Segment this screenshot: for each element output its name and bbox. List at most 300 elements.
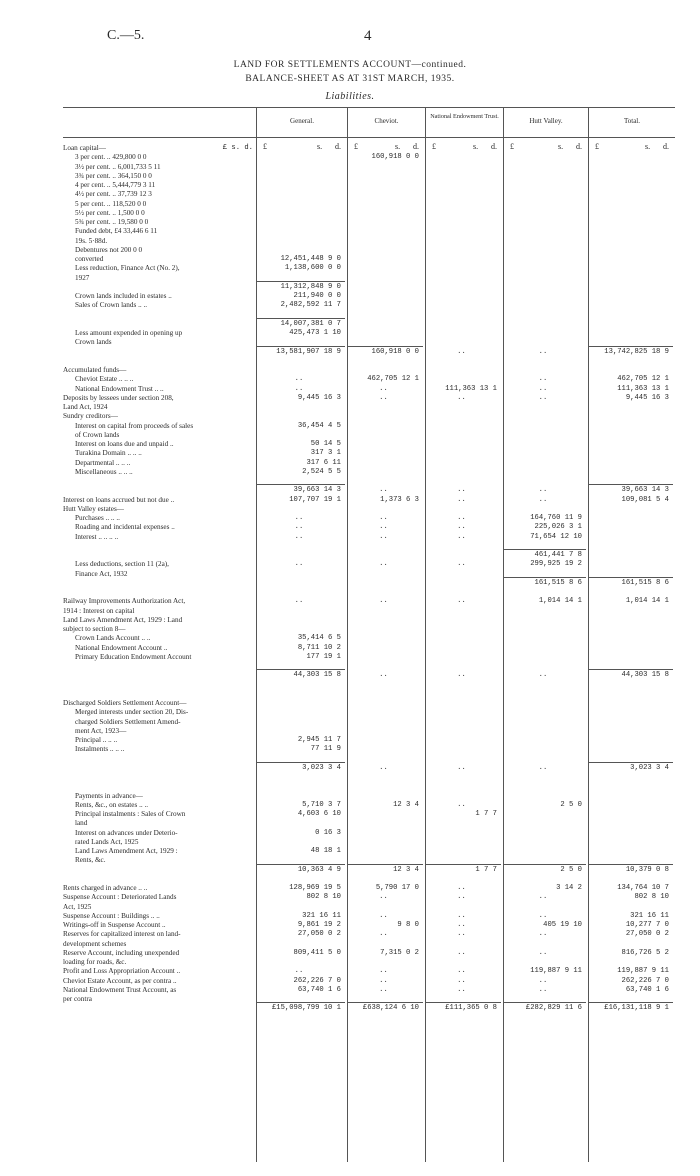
amount-hutt: 2 5 0 [560,865,582,874]
amount-total: 109,081 5 4 [621,495,669,504]
amount-hutt: .. [538,495,548,504]
amount-hutt: .. [538,393,548,402]
subtotal-rule [504,577,586,578]
table-row [63,949,675,958]
amount-general: 211,940 0 0 [293,292,341,300]
table-row [63,782,675,791]
row-label: Payments in advance— [75,791,143,800]
amount-net: .. [457,921,466,929]
currency-unit-label: s. [558,142,564,151]
row-label: 5¾ per cent. .. 19,580 0 0 [75,218,149,226]
amount-hutt: 164,760 11 9 [530,514,582,522]
row-label: Sundry creditors— [63,412,118,421]
row-label: 3¾ per cent. .. 364,150 0 0 [75,171,152,180]
row-label: Interest on loans accrued but not due .. [63,495,175,504]
amount-total: 63,740 1 6 [625,985,669,994]
amount-general: 35,414 6 5 [297,634,341,643]
row-label: Accumulated funds— [63,366,127,374]
amount-hutt: 161,515 8 6 [534,578,582,587]
table-row [63,163,675,172]
amount-general: 14,007,381 0 7 [280,319,341,328]
table-row [63,375,675,384]
table-row [63,496,675,505]
amount-cheviot: 7,315 0 2 [380,948,419,957]
amount-general: .. [294,375,304,384]
table-row [63,468,675,477]
row-label: Less deductions, section 11 (2a), [75,560,169,569]
amount-cheviot: .. [379,893,388,902]
table-row [63,681,675,690]
amount-net: .. [457,911,466,920]
amount-net: .. [457,976,466,985]
table-row [63,764,675,773]
row-label: National Endowment Trust .. .. [75,384,164,393]
table-row [63,903,675,912]
row-label: Principal instalments : Sales of Crown [75,810,186,818]
row-label: Act, 1925 [63,902,92,911]
amount-general: £15,098,799 10 1 [271,1004,341,1013]
row-label: Departmental .. .. .. [75,458,131,467]
currency-unit-label: d. [413,142,419,151]
row-label: Primary Education Endowment Account [75,652,192,661]
subtotal-rule [589,762,673,763]
table-row [63,699,675,708]
table-row [63,348,675,357]
table-row [63,320,675,329]
amount-total: 44,303 15 8 [621,671,669,680]
row-label: Turakina Domain .. .. .. [75,449,142,458]
amount-total: 134,764 10 7 [617,884,669,892]
amount-general: 2,945 11 7 [297,736,341,744]
amount-general: 9,861 19 2 [297,921,341,929]
amount-hutt: 1,014 14 1 [538,597,582,606]
amount-hutt: .. [538,985,548,994]
row-label: ment Act, 1923— [75,726,127,735]
amount-hutt: .. [538,911,548,920]
subtotal-rule [589,864,673,865]
subtotal-rule [257,864,345,865]
currency-unit-label: d. [663,142,669,151]
amount-hutt: .. [538,976,548,985]
subtotal-rule [589,577,673,578]
amount-cheviot: .. [379,560,388,569]
table-row [63,1004,675,1013]
amount-general: 77 11 9 [310,745,341,754]
table-row [63,930,675,939]
currency-unit-label: d. [576,142,582,151]
table-row [63,736,675,745]
document-reference: C.—5. [107,28,145,43]
table-row [63,292,675,301]
amount-hutt: .. [538,893,548,902]
currency-unit-label: s. [645,142,651,151]
subtotal-rule [257,318,345,319]
amount-general: 36,454 4 5 [297,421,341,430]
row-label: Rents, &c. [75,856,106,865]
currency-unit-label: s. [473,142,479,151]
table-row [63,838,675,847]
amount-general: 809,411 5 0 [293,948,341,957]
amount-hutt: 3 14 2 [556,884,582,892]
amount-hutt: .. [538,930,548,939]
row-label: Deposits by lessees under section 208, [63,393,174,402]
table-row [63,847,675,856]
row-label: land [75,819,88,828]
currency-unit-label: s. [317,142,323,151]
row-label: Loan capital— [63,144,106,152]
amount-cheviot: .. [379,486,388,495]
table-row [63,551,675,560]
amount-general: 317 3 1 [310,449,341,458]
row-label: of Crown lands [75,430,120,439]
amount-net: .. [457,523,466,532]
subtotal-rule [257,281,345,282]
amount-net: 111,363 13 1 [445,384,497,393]
amount-total: 262,226 7 0 [621,976,669,985]
amount-hutt: 71,654 12 10 [530,532,582,541]
table-row [63,181,675,190]
amount-net: .. [457,948,466,957]
column-header-total: Total. [623,117,641,125]
amount-cheviot: 9 8 0 [397,921,419,929]
amount-hutt: .. [538,384,548,393]
table-row [63,921,675,930]
amount-total: 10,379 0 8 [625,865,669,874]
amount-cheviot: .. [379,930,388,939]
row-label: Rents, &c., on estates .. .. [75,800,149,809]
table-row [63,422,675,431]
amount-general: 50 14 5 [310,440,341,448]
amount-hutt: .. [538,671,548,680]
amount-total: 462,705 12 1 [617,375,669,384]
table-row [63,190,675,199]
amount-general: 262,226 7 0 [293,976,341,985]
section-heading: Liabilities. [325,91,375,102]
amount-net: .. [457,495,466,504]
table-row [63,255,675,264]
row-label: Less amount expended in opening up [75,329,183,337]
amount-general: 1,138,600 0 0 [284,264,341,273]
amount-hutt: .. [538,347,548,356]
table-row [63,431,675,440]
row-label: Land Laws Amendment Act, 1929 : [75,847,178,855]
amount-net: 1 7 7 [475,865,497,874]
amount-cheviot: .. [379,384,388,393]
amount-hutt: .. [538,375,548,384]
row-label: Interest on loans due and unpaid .. [75,440,174,448]
subtotal-rule [589,484,673,485]
row-label: Crown lands included in estates .. [75,292,172,300]
row-label: Cheviot Estate .. .. .. [75,375,134,384]
row-label: per contra [63,995,92,1003]
amount-general: 128,969 19 5 [289,884,341,892]
column-header-national-endowment-trust: National Endowment Trust. [430,113,499,120]
amount-general: 107,707 19 1 [289,495,341,504]
amount-net: .. [457,514,466,522]
table-row [63,560,675,569]
amount-cheviot: .. [379,514,388,522]
amount-net: .. [457,560,466,569]
amount-general: 321 16 11 [302,911,341,920]
row-label: National Endowment Account .. [75,643,168,652]
amount-cheviot: .. [379,911,388,920]
table-row [63,875,675,884]
table-row [63,727,675,736]
subtotal-rule [589,1002,673,1003]
amount-hutt: .. [538,948,548,957]
amount-cheviot: .. [379,985,388,994]
amount-cheviot: £638,124 6 10 [362,1004,419,1013]
currency-unit-label: s. [395,142,401,151]
table-row [63,227,675,236]
table-row [63,792,675,801]
table-row [63,866,675,875]
table-row [63,967,675,976]
subtotal-rule [504,864,586,865]
amount-total: 13,742,825 18 9 [604,347,669,356]
table-row [63,209,675,218]
amount-cheviot: 160,918 0 0 [371,347,419,356]
amount-net: .. [457,884,466,892]
table-row [63,329,675,338]
row-label: Roading and incidental expenses .. [75,523,175,532]
table-row [63,644,675,653]
row-label: Interest on capital from proceeds of sales [75,421,194,430]
amount-net: .. [457,893,466,902]
amount-cheviot: 12 3 4 [393,800,419,809]
amount-net: 1 7 7 [475,810,497,818]
row-label: Discharged Soldiers Settlement Account— [63,699,187,707]
amount-general: 13,581,907 18 9 [276,347,341,356]
table-row [63,237,675,246]
table-row [63,773,675,782]
amount-cheviot: 1,373 6 3 [380,495,419,504]
row-label: converted [75,255,104,263]
table-row [63,708,675,717]
table-row [63,801,675,810]
table-row [63,412,675,421]
amount-general: 4,603 6 10 [297,810,341,818]
subtotal-rule [589,669,673,670]
amount-general: 9,445 16 3 [297,393,341,402]
table-row [63,514,675,523]
table-row [63,718,675,727]
table-row [63,977,675,986]
amount-hutt: .. [538,763,548,772]
table-row [63,274,675,283]
page-subtitle: BALANCE-SHEET AS AT 31ST MARCH, 1935. [245,74,455,84]
amount-total: 9,445 16 3 [625,393,669,402]
amount-general: 12,451,448 9 0 [280,255,341,263]
table-row [63,172,675,181]
amount-hutt: 2 5 0 [560,800,582,809]
table-row [63,912,675,921]
subtotal-rule [504,1002,586,1003]
amount-net: .. [457,393,466,402]
table-row [63,588,675,597]
row-label: National Endowment Trust Account, as [63,985,177,994]
table-row [63,144,675,153]
amount-general: 802 8 10 [306,893,341,902]
amount-general: 3,023 3 4 [302,763,341,772]
row-label: Less reduction, Finance Act (No. 2), [75,264,180,273]
row-label: Debentures not 200 0 0 [75,245,143,254]
amount-general: .. [294,967,304,976]
row-label: development schemes [63,939,127,948]
amount-net: .. [457,967,466,976]
amount-total: 10,277 7 0 [625,921,669,929]
amount-general: 11,312,848 9 0 [280,282,341,291]
row-label: Writings-off in Suspense Account .. [63,921,166,929]
currency-unit-label: £ [432,142,436,151]
table-row [63,829,675,838]
subtotal-rule [257,484,345,485]
amount-general: 39,663 14 3 [293,486,341,495]
header-rule [63,137,675,138]
currency-unit-label: £ [263,142,267,151]
amount-cheviot: 462,705 12 1 [367,375,419,384]
table-row [63,755,675,764]
column-header-hutt-valley: Hutt Valley. [529,117,563,125]
amount-general: 317 6 11 [306,458,341,467]
amount-cheviot: .. [379,393,388,402]
row-label: Cheviot Estate Account, as per contra .. [63,976,177,985]
row-label: 4½ per cent. .. 37,739 12 3 [75,190,152,199]
amount-hutt: 225,026 3 1 [534,523,582,532]
table-row [63,745,675,754]
table-row [63,385,675,394]
table-row [63,301,675,310]
currency-unit-label: d. [335,142,341,151]
amount-cheviot: .. [379,597,388,606]
table-row [63,264,675,273]
subtotal-rule [348,864,423,865]
subtotal-rule [257,762,345,763]
table-row [63,634,675,643]
column-header-cheviot: Cheviot. [374,117,399,125]
subtotal-rule [504,549,586,550]
currency-unit-label: £ [354,142,358,151]
table-row [63,579,675,588]
row-label: Hutt Valley estates— [63,504,124,513]
amount-total: £16,131,118 9 1 [604,1004,669,1013]
amount-net: .. [457,763,466,772]
row-label: Purchases .. .. .. [75,514,120,522]
amount-total: 816,726 5 2 [621,948,669,957]
amount-general: 63,740 1 6 [297,985,341,994]
table-row [63,366,675,375]
table-row [63,357,675,366]
table-row [63,690,675,699]
table-row [63,218,675,227]
subtotal-rule [348,346,423,347]
row-label: rated Lands Act, 1925 [75,837,139,846]
amount-general: 177 19 1 [306,652,341,661]
row-label: 5 per cent. .. 118,520 0 0 [75,199,147,208]
row-label: Sales of Crown lands .. .. [75,301,148,310]
amount-cheviot: 160,918 0 0 [371,153,419,162]
row-label: Interest .. .. .. .. [75,532,119,541]
amount-total: 39,663 14 3 [621,486,669,495]
subtotal-rule [426,864,501,865]
amount-cheviot: 5,790 17 0 [375,884,419,892]
row-label: Land Act, 1924 [63,403,108,411]
currency-unit-label: d. [491,142,497,151]
amount-total: 27,050 0 2 [625,930,669,939]
amount-general: 425,473 1 10 [289,329,341,337]
subtotal-rule [257,669,345,670]
table-row [63,394,675,403]
amount-net: .. [457,486,466,495]
amount-net: .. [457,930,466,939]
currency-unit-label: £ s. d. [222,144,253,152]
table-row [63,403,675,412]
amount-general: 8,711 10 2 [297,643,341,652]
amount-hutt: 405 19 10 [543,921,582,929]
amount-total: 3,023 3 4 [630,763,669,772]
amount-general: .. [294,514,304,522]
amount-cheviot: .. [379,532,388,541]
table-row [63,440,675,449]
amount-general: 48 18 1 [310,847,341,855]
page-title: LAND FOR SETTLEMENTS ACCOUNT—continued. [233,60,467,70]
table-row [63,884,675,893]
amount-cheviot: .. [379,523,388,532]
table-row [63,662,675,671]
amount-total: 111,363 13 1 [617,384,669,393]
row-label: Suspense Account : Deteriorated Lands [63,893,177,902]
table-row [63,200,675,209]
row-label: Interest on advances under Deterio- [75,828,178,837]
amount-general: .. [294,597,304,606]
subtotal-rule [589,346,673,347]
amount-general: 5,710 3 7 [302,800,341,809]
table-row [63,449,675,458]
table-top-rule [63,107,675,108]
table-row [63,940,675,949]
subtotal-rule [348,1002,423,1003]
amount-net: .. [457,597,466,606]
amount-total: 1,014 14 1 [625,597,669,606]
row-label: Miscellaneous .. .. .. [75,467,133,476]
amount-general: 27,050 0 2 [297,930,341,939]
row-label: Instalments .. .. .. [75,745,125,754]
subtotal-rule [426,1002,501,1003]
row-label: Railway Improvements Authorization Act, [63,597,186,606]
row-label: Merged interests under section 20, Dis- [75,708,189,717]
amount-total: 161,515 8 6 [621,578,669,587]
table-row [63,597,675,606]
amount-general: .. [294,523,304,532]
currency-unit-label: £ [595,142,599,151]
amount-general: .. [294,384,304,393]
table-row [63,819,675,828]
amount-net: .. [457,800,466,809]
row-label: 3 per cent. .. 429,800 0 0 [75,153,147,162]
amount-cheviot: 12 3 4 [393,865,419,874]
row-label: 1927 [75,273,90,282]
table-row [63,311,675,320]
row-label: 1914 : Interest on capital [63,606,135,615]
row-label: 3½ per cent. .. 6,001,733 5 11 [75,162,161,171]
row-label: charged Soldiers Settlement Amend- [75,717,181,726]
amount-cheviot: .. [379,671,388,680]
table-row [63,486,675,495]
amount-total: 321 16 11 [630,911,669,920]
amount-cheviot: .. [379,763,388,772]
row-label: 4 per cent. .. 5,444,779 3 11 [75,181,156,189]
row-label: Finance Act, 1932 [75,569,128,578]
